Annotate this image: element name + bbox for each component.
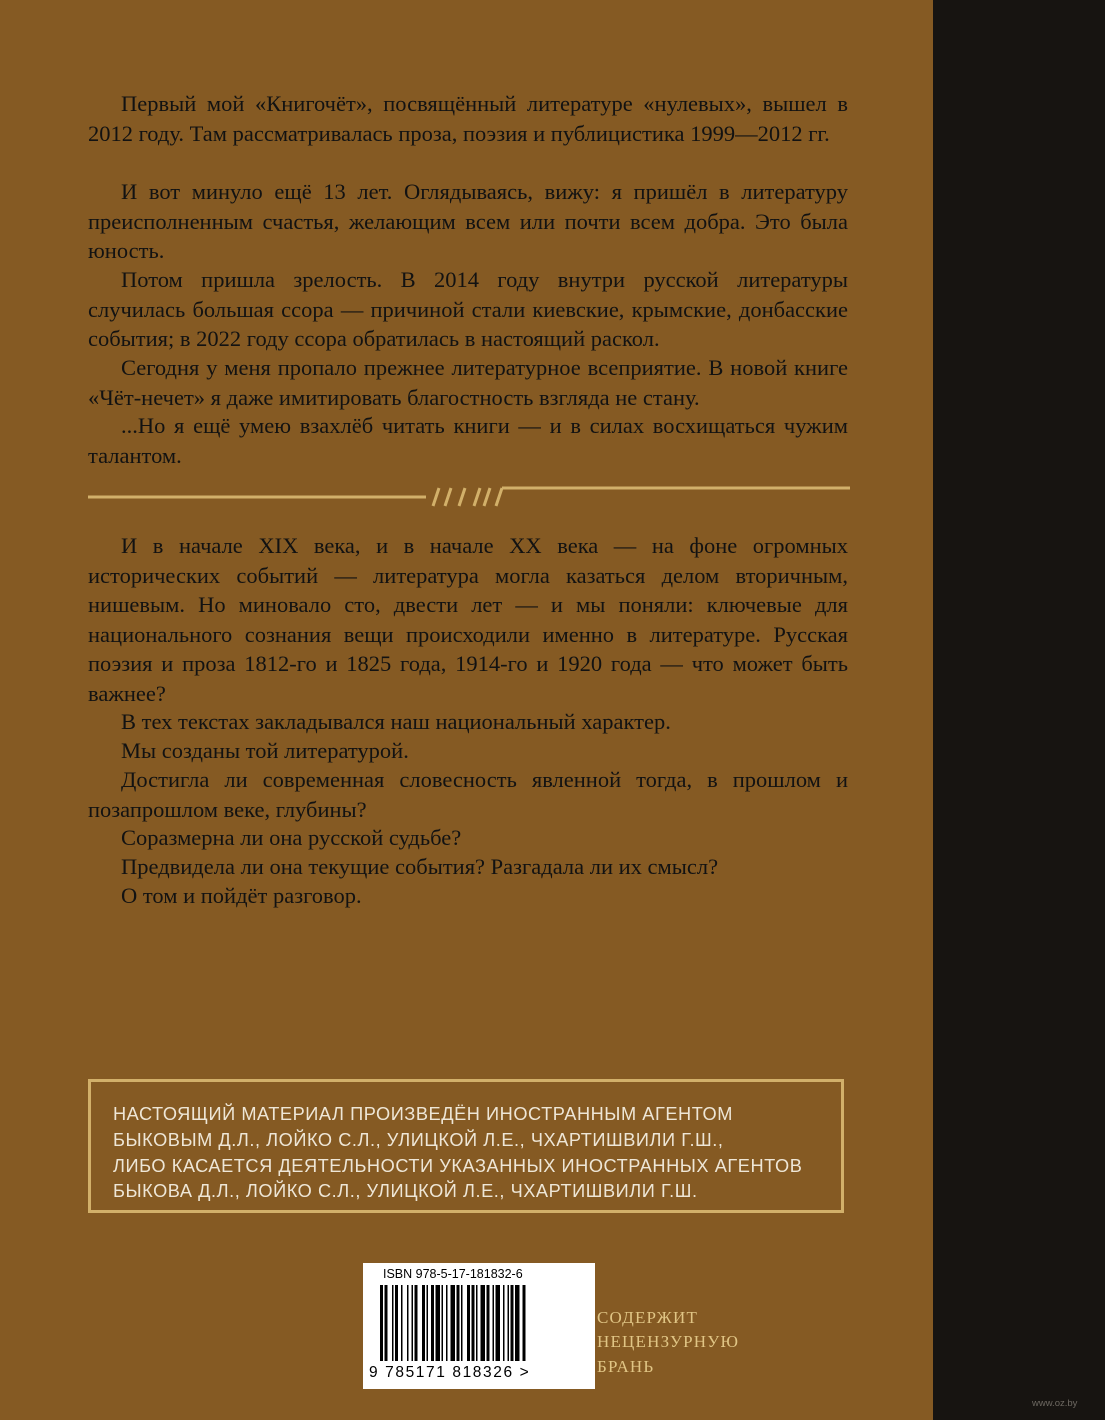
isbn-label: ISBN 978-5-17-181832-6 (383, 1267, 523, 1281)
barcode-bars (380, 1285, 580, 1369)
notice-line-4: БЫКОВА Д.Л., ЛОЙКО С.Л., УЛИЦКОЙ Л.Е., ЧХАРТИШВИЛИ Г.Ш. (113, 1181, 698, 1201)
book-spine (933, 0, 1105, 1420)
main-paragraph-6: Предвидела ли она текущие события? Разгадала ли их смысл? (121, 854, 719, 879)
warning-line-3: БРАНЬ (597, 1357, 655, 1376)
main-paragraph-7: О том и пойдёт разговор. (121, 883, 362, 908)
isbn-barcode (363, 1263, 595, 1389)
intro-paragraph-5: ...Но я ещё умею взахлёб читать книги — и в силах восхищаться чужим талантом. (88, 413, 848, 468)
main-paragraph-3: Мы созданы той литературой. (121, 738, 409, 763)
main-paragraph-5: Соразмерна ли она русской судьбе? (121, 825, 462, 850)
notice-line-1: НАСТОЯЩИЙ МАТЕРИАЛ ПРОИЗВЕДЁН ИНОСТРАННЫМ АГЕНТОМ (113, 1104, 733, 1124)
ornament-divider (88, 482, 850, 512)
notice-line-2: БЫКОВЫМ Д.Л., ЛОЙКО С.Л., УЛИЦКОЙ Л.Е., ЧХАРТИШВИЛИ Г.Ш., (113, 1130, 724, 1150)
main-paragraph-2: В тех текстах закладывался наш национальный характер. (121, 709, 671, 734)
foreign-agent-notice (88, 1079, 844, 1213)
notice-line-3: ЛИБО КАСАЕТСЯ ДЕЯТЕЛЬНОСТИ УКАЗАННЫХ ИНОСТРАННЫХ АГЕНТОВ (113, 1156, 803, 1176)
main-paragraph-1: И в начале XIX века, и в начале XX века — на фоне огромных исторических событий — литература могла казаться делом вторичным, нишевым. Но миновало сто, двести лет — и мы поняли: ключевые для национального сознания вещи происходили именно в литературе. Русская поэзия и проза 1812-го и 1825 года, 1914-го и 1920 года — что может быть важнее? (88, 533, 848, 706)
warning-line-1: СОДЕРЖИТ (597, 1308, 699, 1327)
intro-paragraph-2: И вот минуло ещё 13 лет. Оглядываясь, вижу: я пришёл в литературу преисполненным счастья, желающим всем или почти всем добра. Это была юность. (88, 179, 848, 263)
intro-paragraph-3: Потом пришла зрелость. В 2014 году внутри русской литературы случилась большая ссора — причиной стали киевские, крымские, донбасские события; в 2022 году ссора обратилась в настоящий раскол. (88, 267, 848, 351)
intro-paragraph-1: Первый мой «Книгочёт», посвящённый литературе «нулевых», вышел в 2012 году. Там рассматривалась проза, поэзия и публицистика 1999—2012 гг. (88, 91, 848, 146)
intro-paragraph-4: Сегодня у меня пропало прежнее литературное всеприятие. В новой книге «Чёт-нечет» я даже имитировать благостность взгляда не стану. (88, 355, 848, 410)
watermark: www.oz.by (1032, 1398, 1078, 1409)
main-paragraph-4: Достигла ли современная словесность явленной тогда, в прошлом и позапрошлом веке, глубины? (88, 767, 848, 822)
warning-line-2: НЕЦЕНЗУРНУЮ (597, 1332, 740, 1351)
ean-digits: 9 785171 818326 > (369, 1364, 531, 1381)
